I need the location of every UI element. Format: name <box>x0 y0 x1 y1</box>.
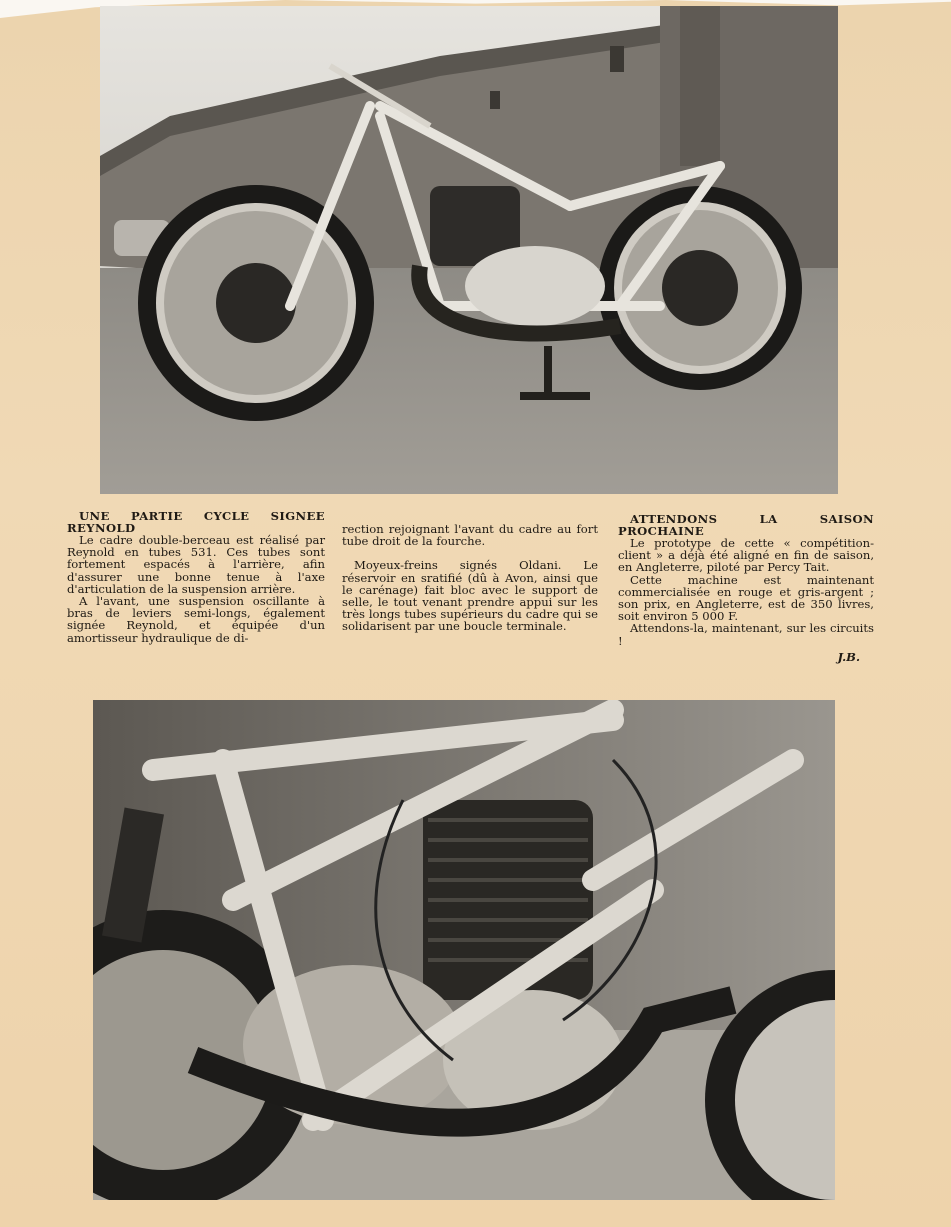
motorcycle-side-photo <box>100 6 838 494</box>
article-column-3 <box>618 513 874 663</box>
paragraph: Attendons-la, maintenant, sur les circuits ! <box>618 621 874 648</box>
paragraph: Le prototype de cette « compétition-client » a déjà été aligné en fin de saison, en Angleterre, piloté par Percy Tait. <box>618 536 874 575</box>
paragraph: rection rejoignant l'avant du cadre au fort tube droit de la fourche. <box>342 522 598 549</box>
author-signature: J.B. <box>837 649 860 664</box>
section-heading-reynold: UNE PARTIE CYCLE SIGNEE REYNOLD <box>67 509 325 535</box>
paragraph: Cette machine est maintenant commercialisée en rouge et gris-argent ; son prix, en Angleterre, est de 350 livres, soit environ 5 000 F. <box>618 572 874 624</box>
article-column-2 <box>342 523 598 633</box>
article-column-1 <box>67 510 325 644</box>
paragraph: Le cadre double-berceau est réalisé par Reynold en tubes 531. Ces tubes sont fortement espacés à l'arrière, afin d'assurer une bonne tenue à l'axe d'articulation de la suspension arrière. <box>67 533 325 596</box>
engine-closeup-photo <box>93 700 835 1200</box>
paragraph: A l'avant, une suspension oscillante à bras de leviers semi-longs, également signée Reynold, et équipée d'un amortisseur hydraulique de di- <box>67 594 325 645</box>
paragraph: Moyeux-freins signés Oldani. Le réservoir en sratifié (dû à Avon, ainsi que le carénage) fait bloc avec le support de selle, le tout venant prendre appui sur les très longs tubes supérieurs du cadre qui se solidarisent par une boucle terminale. <box>342 558 598 634</box>
section-heading-saison: ATTENDONS LA SAISON PROCHAINE <box>618 512 874 538</box>
